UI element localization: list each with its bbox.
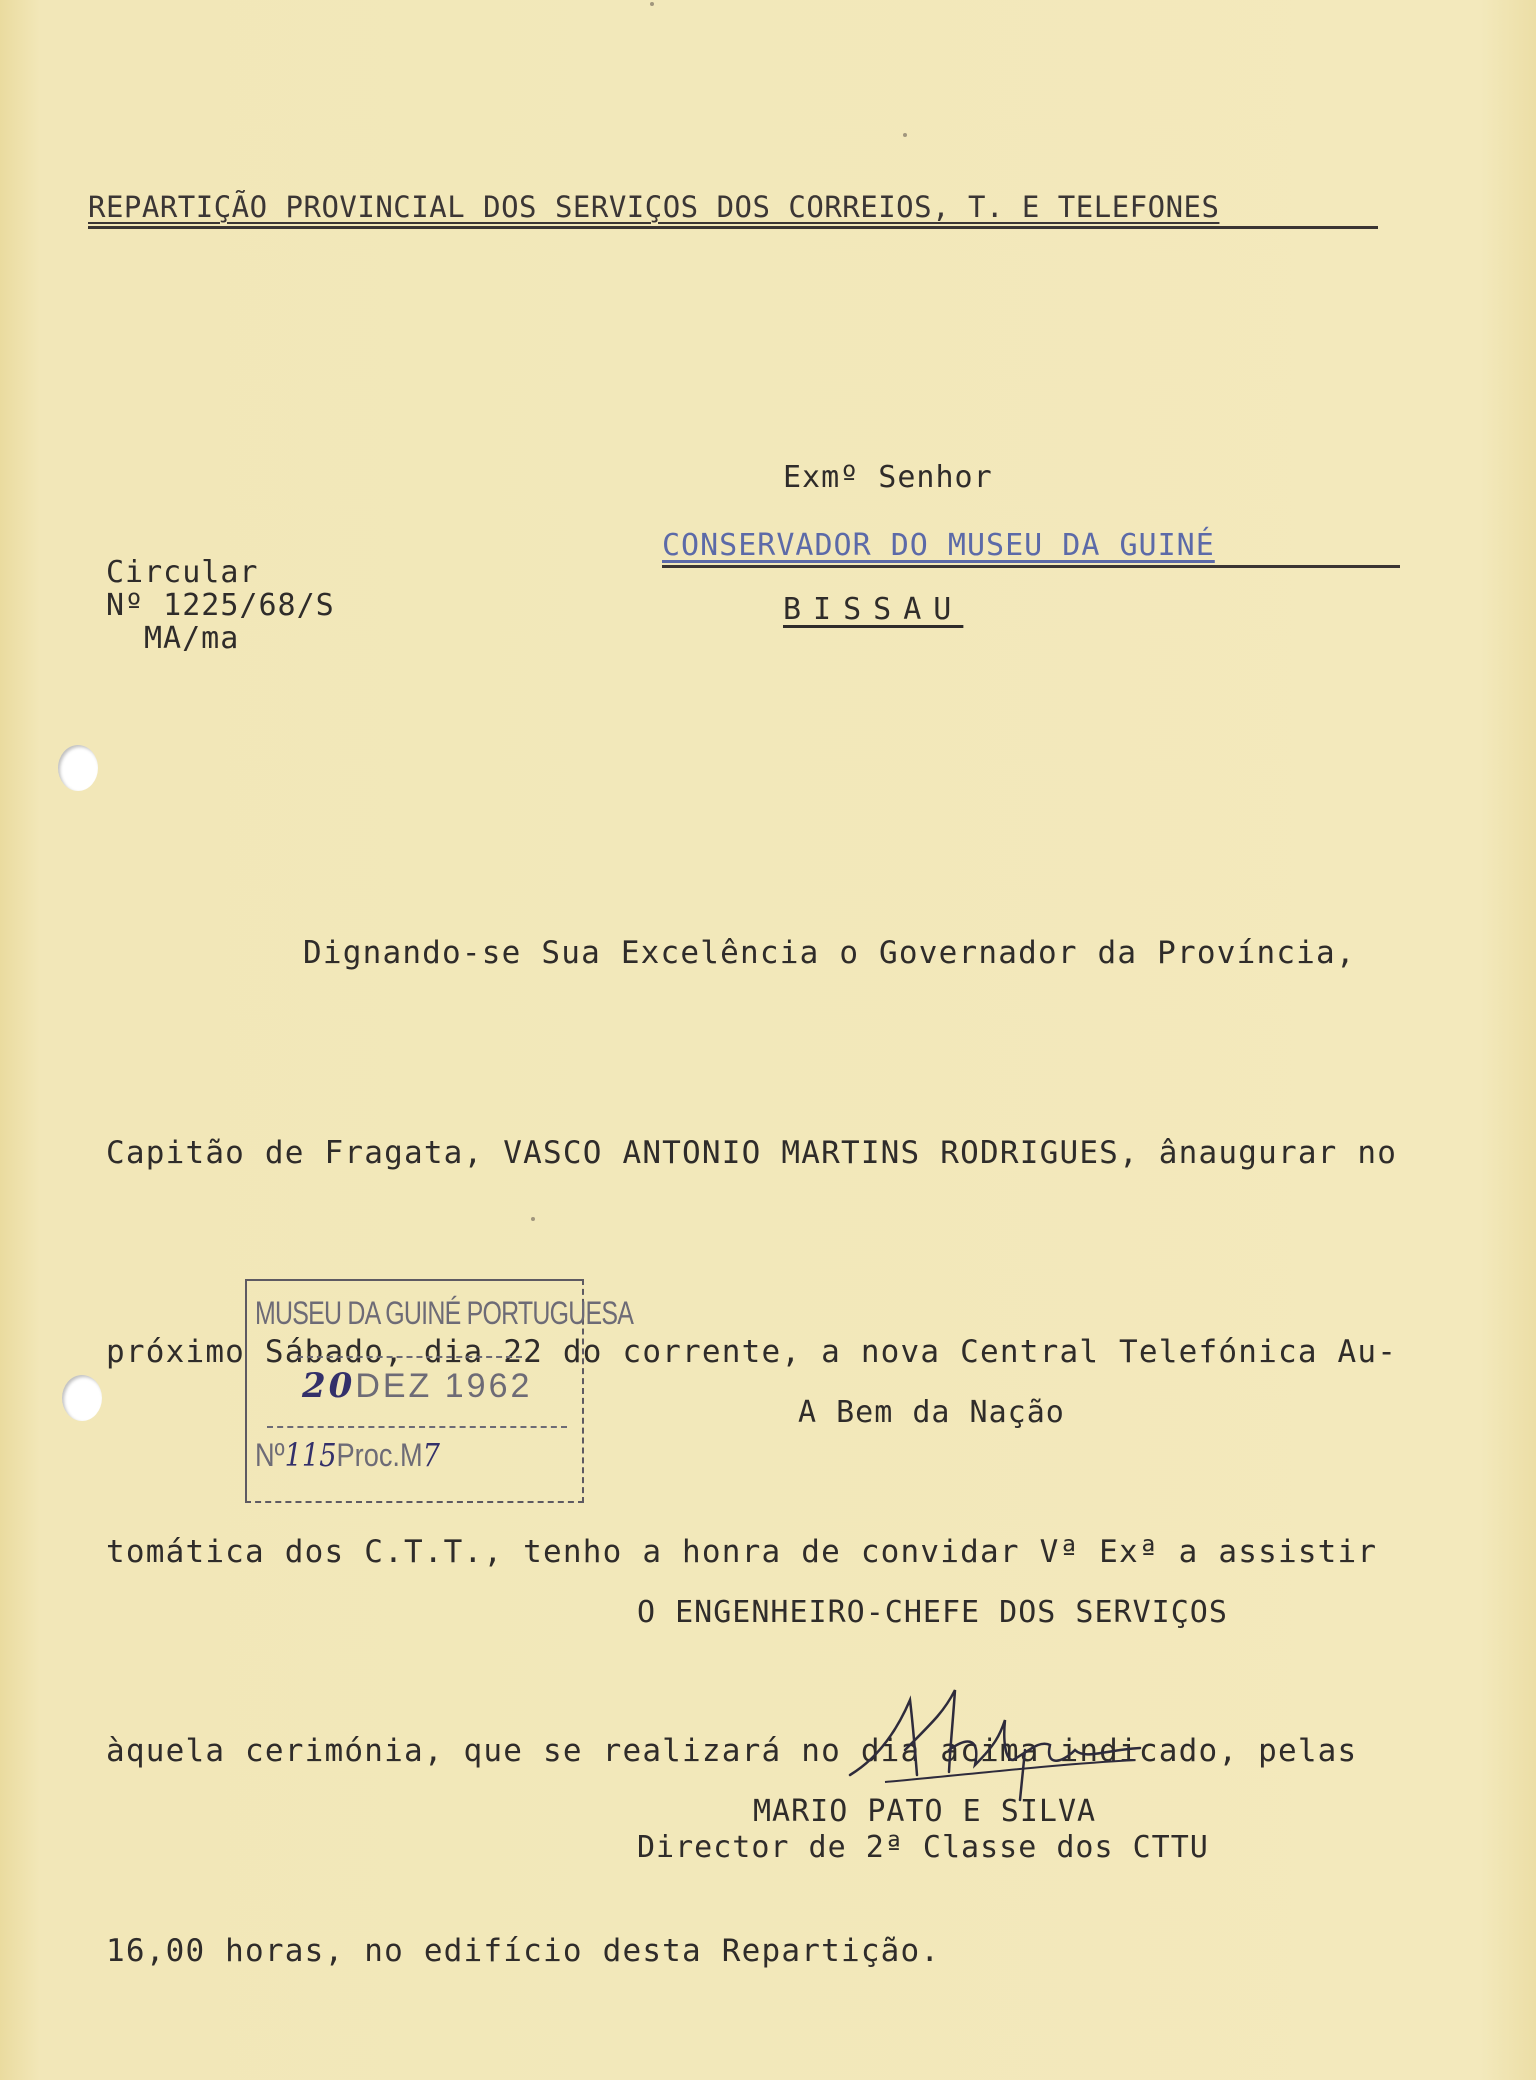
circular-type: Circular: [106, 555, 259, 590]
office-header: REPARTIÇÃO PROVINCIAL DOS SERVIÇOS DOS CORREIOS, T. E TELEFONES: [88, 190, 1378, 229]
circular-reference: [106, 556, 335, 655]
stamp-registry: [255, 1436, 440, 1474]
stamp-month-year: DEZ 1962: [355, 1367, 533, 1405]
body-line: 16,00 horas, no edifício desta Repartição.: [106, 1932, 941, 1969]
punch-hole-top: [58, 745, 98, 791]
paper-speck: [650, 2, 654, 6]
stamp-divider: [267, 1426, 567, 1428]
body-line: próximo Sábado, dia 22 do corrente, a nova Central Telefónica Au-: [106, 1334, 1398, 1370]
stamp-number-label: Nº: [255, 1437, 285, 1473]
salutation: Exmº Senhor: [783, 460, 993, 495]
body-line: àquela cerimónia, que se realizará no dia acima indicado, pelas: [106, 1733, 1358, 1769]
stamp-proc: 7: [422, 1436, 440, 1474]
stamp-proc-label: Proc.M: [336, 1437, 423, 1473]
circular-initials: MA/ma: [144, 621, 240, 656]
museum-receipt-stamp: [245, 1279, 634, 1503]
recipient: CONSERVADOR DO MUSEU DA GUINÉ: [662, 528, 1400, 568]
stamp-day: 20: [302, 1366, 356, 1406]
signatory-name: MARIO PATO E SILVA: [753, 1794, 1097, 1829]
stamp-number: 115: [284, 1436, 337, 1474]
punch-hole-bottom: [62, 1375, 102, 1421]
body-line: Capitão de Fragata, VASCO ANTONIO MARTINS RODRIGUES, ânaugurar no: [106, 1134, 1398, 1171]
signatory-role: Director de 2ª Classe dos CTTU: [637, 1830, 1209, 1865]
city: BISSAU: [783, 592, 964, 627]
stamp-institution: MUSEU DA GUINÉ PORTUGUESA: [255, 1295, 634, 1331]
stamp-date: [302, 1366, 532, 1406]
closing-formula: A Bem da Nação: [798, 1395, 1065, 1430]
body-line: tomática dos C.T.T., tenho a honra de convidar Vª Exª a assistir: [106, 1533, 1378, 1570]
stamp-divider: [297, 1356, 522, 1358]
paper-speck: [903, 133, 907, 137]
body-line: Dignando-se Sua Excelência o Governador da Província,: [303, 935, 1356, 971]
handwritten-signature: [845, 1680, 1145, 1810]
circular-number: Nº 1225/68/S: [106, 588, 335, 623]
signatory-title: O ENGENHEIRO-CHEFE DOS SERVIÇOS: [637, 1595, 1228, 1630]
